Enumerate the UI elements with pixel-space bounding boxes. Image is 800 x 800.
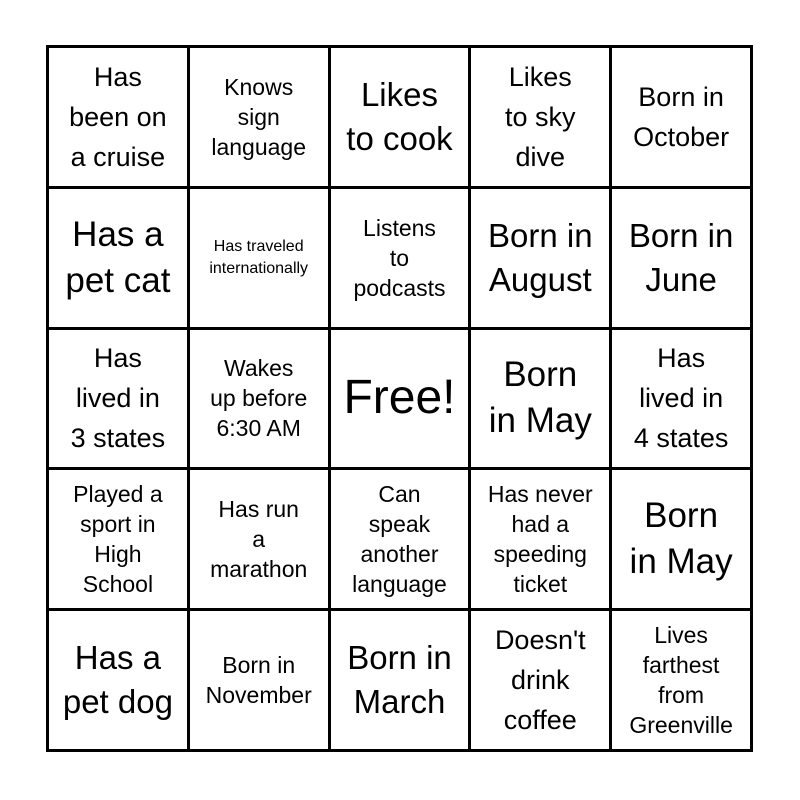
cell-label: Born in August	[488, 216, 593, 298]
cell-label: Knows sign language	[211, 73, 307, 160]
cell-label: Has lived in 4 states	[633, 343, 729, 454]
cell-label: Has lived in 3 states	[70, 343, 166, 454]
cell-label: Has traveled internationally	[209, 237, 309, 277]
cell-label: Played a sport in High School	[73, 481, 163, 598]
cell-label: Wakes up before 6:30 AM	[210, 355, 308, 442]
cell-label: Doesn't drink coffee	[494, 625, 586, 736]
bingo-cell-r4c4[interactable]	[471, 470, 609, 608]
cell-label: Can speak another language	[352, 481, 447, 598]
bingo-cell-r5c4[interactable]	[471, 611, 609, 749]
bingo-board	[46, 45, 753, 752]
bingo-cell-r2c4[interactable]	[471, 189, 609, 327]
cell-label: Born in June	[628, 216, 734, 298]
bingo-cell-r3c4[interactable]	[471, 330, 609, 468]
bingo-cell-r3c1[interactable]	[49, 330, 187, 468]
cell-label: Listens to podcasts	[353, 214, 446, 301]
bingo-cell-r1c5[interactable]	[612, 48, 750, 186]
cell-label: Born in May	[629, 496, 733, 582]
cell-label: Likes to sky dive	[505, 61, 576, 172]
bingo-cell-r1c1[interactable]	[49, 48, 187, 186]
bingo-cell-r4c1[interactable]	[49, 470, 187, 608]
bingo-cell-r4c5[interactable]	[612, 470, 750, 608]
bingo-cell-r2c3[interactable]	[331, 189, 469, 327]
bingo-cell-r2c2[interactable]	[190, 189, 328, 327]
bingo-cell-r5c5[interactable]	[612, 611, 750, 749]
cell-label: Has a pet dog	[62, 639, 173, 721]
bingo-cell-r1c4[interactable]	[471, 48, 609, 186]
cell-label: Born in March	[347, 639, 452, 721]
bingo-cell-r5c3[interactable]	[331, 611, 469, 749]
cell-label: Likes to cook	[346, 75, 453, 157]
cell-label: Born in November	[205, 652, 312, 709]
bingo-cell-r1c3[interactable]	[331, 48, 469, 186]
cell-label: Has never had a speeding ticket	[487, 481, 593, 598]
cell-label: Has been on a cruise	[69, 61, 167, 172]
cell-label: Lives farthest from Greenville	[629, 622, 733, 739]
bingo-cell-r5c2[interactable]	[190, 611, 328, 749]
cell-label: Has a pet cat	[65, 214, 171, 300]
bingo-cell-r2c5[interactable]	[612, 189, 750, 327]
bingo-cell-r5c1[interactable]	[49, 611, 187, 749]
cell-label: Born in October	[633, 81, 730, 152]
bingo-cell-r4c2[interactable]	[190, 470, 328, 608]
bingo-cell-r4c3[interactable]	[331, 470, 469, 608]
bingo-cell-r1c2[interactable]	[190, 48, 328, 186]
bingo-cell-r3c5[interactable]	[612, 330, 750, 468]
cell-label: Free!	[343, 371, 456, 425]
cell-label: Has run a marathon	[210, 496, 308, 583]
bingo-cell-r3c2[interactable]	[190, 330, 328, 468]
bingo-cell-r2c1[interactable]	[49, 189, 187, 327]
bingo-free-space[interactable]	[331, 330, 469, 468]
cell-label: Born in May	[488, 355, 592, 441]
